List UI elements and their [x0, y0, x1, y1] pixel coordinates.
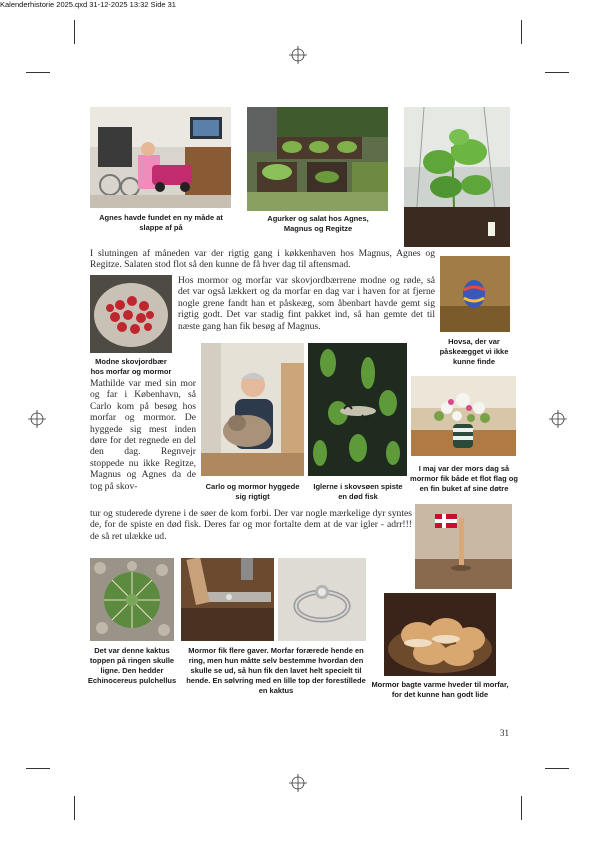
paragraph-skovjordbaer: Hos mormor og morfar var skovjordbærrene modne og røde, så det var også lækkert og da morfar en dag var i haven for at fjerne nogle grene fandt han et påskeæg, som åbenbart havde gemt sig rigtig godt. Det var stadig fint pakket ind, så han gemte det til næste gang han fik besøg af Magnus. [178, 275, 435, 332]
caption-mors-dag: I maj var der mors dag så mormor fik både et flot flag og en fin buket af sine døtre [410, 464, 518, 493]
caption-agnes: Agnes havde fundet en ny måde at slappe af på [99, 213, 223, 232]
photo-mors-dag-bouquet [411, 376, 516, 456]
caption-hveder: Mormor bagte varme hveder til morfar, for det kunne han godt lide [371, 680, 509, 699]
registration-mark-icon [28, 410, 46, 428]
caption-hovsa: Hovsa, der var påskeægget vi ikke kunne finde [439, 337, 509, 366]
photo-carlo-mormor [201, 343, 304, 476]
caption-gaver: Mormor fik flere gaver. Morfar forærede hende en ring, men hun måtte selv bestemme hvordan den skulle se ud, så hun fik den lavet helt specielt til hende. En sølvring med en lille top der forestillede en kaktus [186, 646, 366, 695]
crop-mark [74, 796, 75, 820]
photo-ring-making [181, 558, 274, 641]
crop-mark [74, 20, 75, 44]
caption-igler: Iglerne i skovsøen spiste en død fisk [313, 482, 403, 501]
paragraph-kokkenhave: I slutningen af måneden var der rigtig gang i køkkenhaven hos Magnus, Agnes og Regitze. Salaten stod flot så den kunne de få hver dag til aftensmad. [90, 248, 435, 271]
photo-easter-egg [440, 256, 510, 332]
crop-mark [545, 768, 569, 769]
caption-agurker: Agurker og salat hos Agnes, Magnus og Regitze [267, 214, 369, 233]
page-number: 31 [500, 728, 509, 738]
photo-flag-pole [415, 504, 512, 589]
photo-wild-strawberries [90, 275, 172, 353]
registration-mark-icon [289, 774, 307, 792]
crop-mark [26, 72, 50, 73]
photo-cucumber-plant [404, 107, 510, 247]
caption-carlo: Carlo og mormor hyggede sig rigtigt [205, 482, 300, 501]
paragraph-mathilde: Mathilde var med sin mor og far i København, så Carlo kom på besøg hos morfar og mormor. De hyggede sig mest inden døre for det regnede en del den dag. Regnvejr stoppede nu ikke Regitze, Magnus og Agnes da de tog på skov- [90, 378, 196, 492]
photo-leeches-lake [308, 343, 407, 476]
crop-mark [545, 72, 569, 73]
photo-hveder-buns [384, 593, 496, 676]
photo-silver-ring [278, 558, 366, 641]
photo-agnes-toy-car [90, 107, 231, 208]
registration-mark-icon [549, 410, 567, 428]
photo-vegetable-garden [247, 107, 388, 211]
caption-kaktus: Det var denne kaktus toppen på ringen skulle ligne. Den hedder Echinocereus pulchellus [87, 646, 177, 685]
crop-mark [521, 20, 522, 44]
crop-mark [26, 768, 50, 769]
paragraph-skovtur: tur og studerede dyrene i de søer de kom forbi. Der var nogle mærkelige dyr syntes de, for de spiste en død fisk. Deres far og mor fortalte dem at de var igler - adrr!!! de så ret ulække ud. [90, 508, 412, 542]
printer-slug: Kalenderhistorie 2025.qxd 31-12-2025 13:32 Side 31 [0, 0, 176, 9]
photo-cactus [90, 558, 174, 641]
caption-skovjordbaer: Modne skovjordbær hos morfar og mormor [90, 357, 172, 376]
crop-mark [521, 796, 522, 820]
registration-mark-icon [289, 46, 307, 64]
